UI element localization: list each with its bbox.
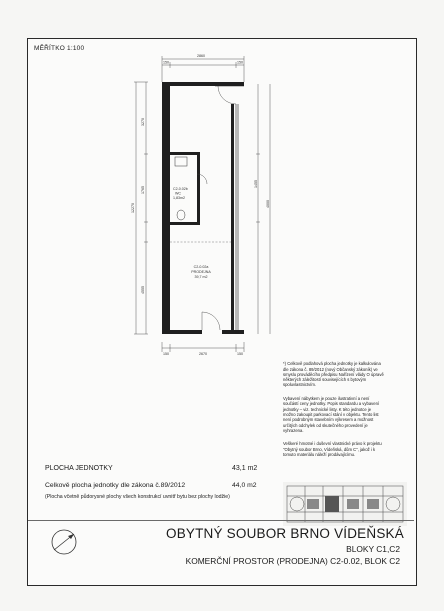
dim-bottom-left: 150 xyxy=(163,352,169,356)
washbasin xyxy=(175,157,187,166)
entrance-door-swing xyxy=(218,86,236,104)
scale-label: MĚŘÍTKO 1:100 xyxy=(34,45,85,52)
project-title: OBYTNÝ SOUBOR BRNO VÍDEŇSKÁ xyxy=(166,526,404,541)
bottom-dimension xyxy=(162,342,244,352)
dim-left-b: 1765 xyxy=(141,186,145,194)
dim-right-a: 1455 xyxy=(254,180,258,188)
legal-note xyxy=(283,356,408,471)
total-area-label: Celkově plocha jednotky dle zákona č.89/2012 xyxy=(45,482,186,489)
floor-plan xyxy=(118,44,318,360)
dim-top-total: 2860 xyxy=(197,54,205,58)
dim-left-a: 3270 xyxy=(141,118,145,126)
dim-bottom-right: 150 xyxy=(237,352,243,356)
dim-top-right: 150 xyxy=(237,60,243,65)
top-dimension xyxy=(162,56,244,82)
walls xyxy=(162,82,244,334)
unit-title: KOMERČNÍ PROSTOR (PRODEJNA) C2-0.02, BLOK C2 xyxy=(185,556,400,566)
dim-bottom-mid: 2670 xyxy=(199,352,207,356)
dim-right-b: 4000 xyxy=(266,200,270,208)
unit-area-value: 43,1 m2 xyxy=(232,465,258,472)
right-dimensions xyxy=(256,84,270,334)
room-code: C2-0.02a xyxy=(193,265,209,269)
bottom-door-swing xyxy=(202,312,220,330)
note-paragraph-1: *) Celkově podlahová plocha jednotky je kalkulována dle zákona č. 89/2012 (nový Občanský zákoník) ve smyslu prováděcího předpisu Nařízení vlády O úpravě některých záležitostí souvisejících s bytovým spoluvlastnictvím. xyxy=(283,361,384,388)
glazing xyxy=(215,86,244,334)
title-divider xyxy=(28,520,414,521)
room-area: 39,7 m2 xyxy=(194,275,208,279)
note-paragraph-2: Vybavení nábytkem je pouze ilustrativní a není součástí ceny jednotky. Popis standardu a vybavení jednotky – viz. technické listy. K této jednotce je možno zakoupit parkovací stání v objektu. Tento list není podrobným stavebním výkresem a možnost určitých odchylek od skutečného provedení je vyhrazena. xyxy=(283,396,380,433)
room-name: PRODEJNA xyxy=(191,270,211,274)
toilet xyxy=(177,210,185,220)
highlighted-unit xyxy=(325,496,339,512)
blocks-label: BLOKY C1,C2 xyxy=(346,544,400,554)
dim-left-d: 4555 xyxy=(141,286,145,294)
unit-area-label: PLOCHA JEDNOTKY xyxy=(45,465,113,472)
wc-label: C2-0.02b WC 1,83m2 xyxy=(173,187,188,200)
north-arrow-icon xyxy=(50,528,78,556)
dim-left-total: 12270 xyxy=(131,203,135,213)
note-paragraph-3: Veškeré hmotné i duševní vlastnické právo k projektu "Obytný soubor Brno, Vídeňská, dům C", jakož i k tomuto materiálu náleží prodávajícímu. xyxy=(283,441,382,458)
total-area-value: 44,0 m2 xyxy=(232,482,257,489)
dim-top-left: 150 xyxy=(163,60,169,65)
area-footnote: (Plocha včetně půdorysné plochy všech konstrukcí uvnitř bytu bez plochy lodžie) xyxy=(45,494,230,500)
